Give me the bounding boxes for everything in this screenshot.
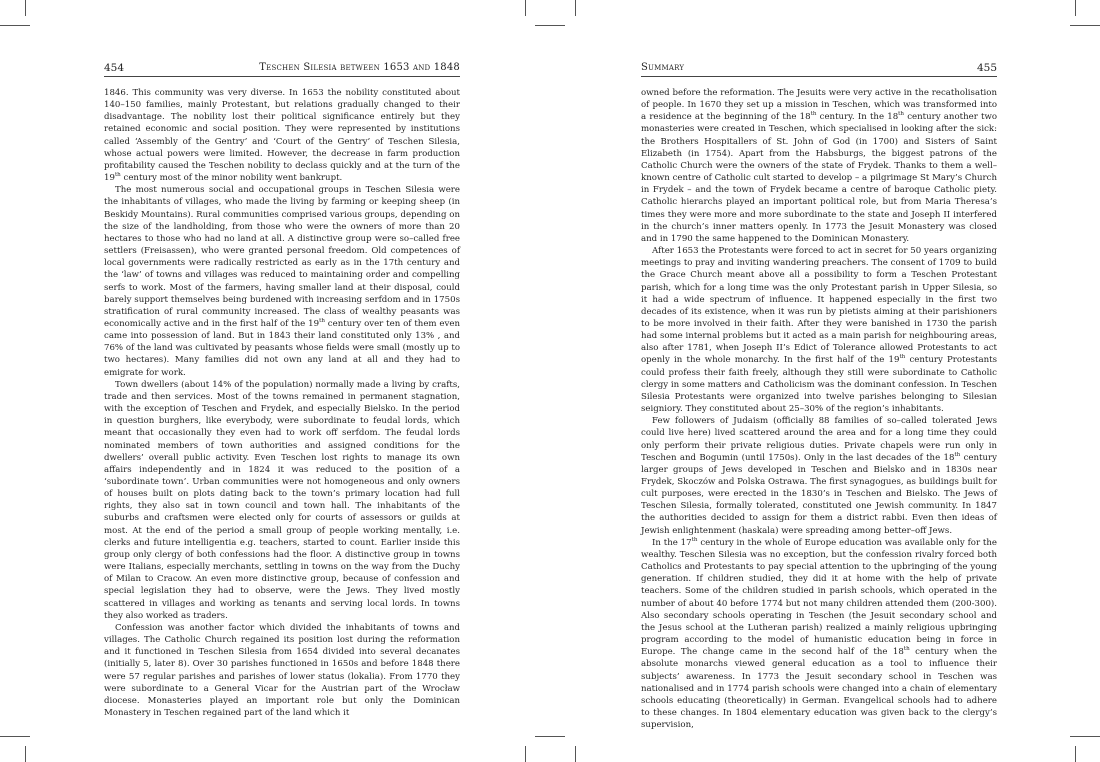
crop-mark — [575, 746, 576, 762]
text-run: 1846. This community was very diverse. In 1653 the nobility constituted about 140–150 families, mainly Protestant, but relations gradually changed to their disadvantage. The nobility lost their political significance entirely but they retained economic and social position. They were represented by institutions called ‘Assembly of the Gentry’ and ‘Court of the Gentry’ of Teschen Silesia, whose actual powers were limited. However, the decrease in farm production profitability caused the Teschen nobility to declass quickly and at the turn of the 19 — [104, 88, 460, 184]
text-run: century another two monasteries were created in Teschen, which specialised in looking after the sick: the Brothers Hospitallers of St. John of God (in 1700) and Sisters of Saint Elizabeth (in 1754). Apart from the Habsburgs, the biggest patrons of the Catholic Church were the owners of the state of Frydek. Thanks to them a well–known centre of Catholic cult started to develop – a pilgrimage St Mary’s Church in Frydek – and the town of Frydek became a centre of baroque Catholic piety. Catholic hierarchs played an important political role, but from Maria Theresa’s times they were more and more subordinate to the state and Joseph II interfered in the church’s inner matters openly. In 1773 the Jesuit Monastery was closed and in 1790 the same happened to the Dominican Monastery. — [641, 112, 998, 244]
ordinal-suffix: th — [810, 111, 817, 118]
crop-mark — [25, 746, 26, 762]
text-run: Few followers of Judaism (officially 88 families of so–called tolerated Jews could live here) lived scattered around the area and for a long time they could only perform their private religious duties. Private chapels were run only in Teschen and Bogumin (until 1750s). Only in the last decades of the 18 — [641, 416, 997, 463]
text-run: Confession was another factor which divided the inhabitants of towns and villages. The Catholic Church regained its position lost during the reformation and it functioned in Teschen Silesia from 1654 divided into several decanates (initially 5, later 8). Over 30 parishes functioned in 1650s and before 1848 there were 57 regular parishes and parishes of lower status (lokalia). From 1770 they were subordinate to a General Vicar for the Austrian part of the Wrocław diocese. Monasteries played an important role but only the Dominican Monastery in Teschen regained part of the land which it — [104, 622, 460, 718]
page-number: 454 — [104, 62, 125, 74]
text-run: Town dwellers (about 14% of the population) normally made a living by crafts, trade and then services. Most of the towns remained in permanent stagnation, with the exception of Teschen and Frydek, and especially Bielsko. In the period in question burghers, like everybody, were subordinate to feudal lords, which meant that occasionally they even had to work off serfdom. The feudal lords nominated members of town authorities and assigned conditions for the dwellers’ overall public activity. Even Teschen lost rights to manage its own affairs independently and in 1824 it was reduced to the position of a ‘subordinate town’. Urban communities were not homogeneous and only owners of houses built on plots dating back to the town’s primary location had full rights, they also sat in town council and town hall. The inhabitants of the suburbs and craftsmen were elected only for courts of assessors or guilds at most. At the end of the period a small group of people working mentally, i.e. clerks and future intelligentia e.g. teachers, started to count. Earlier inside this group only clergy of both confessions had the floor. A distinctive group in towns were Italians, especially merchants, settling in towns on the way from the Duchy of Milan to Cracow. An even more distinctive group, because of confession and special legislation they had to observe, were the Jews. They lived mostly scattered in villages and working as tenants and serving local lords. In towns they also worked as traders. — [104, 379, 460, 621]
text-run: The most numerous social and occupational groups in Teschen Silesia were the inhabitants of villages, who made the living by farming or keeping sheep (in Beskidy Mountains). Rural communities comprised various groups, depending on the size of the landholding, from those who were the owners of more than 20 hectares to those who had no land at all. A distinctive group were so–called free settlers (Freisassen), who were granted personal freedom. Old competences of local governments were radically restricted as early as in the 17th century and the ‘law’ of towns and villages was reduced to maintaining order and compelling serfs to work. Most of the farmers, having smaller land at their disposal, could barely support themselves being burdened with increasing serfdom and in 1750s stratification of rural community increased. The class of wealthy peasants was economically active and in the first half of the 19 — [104, 185, 460, 329]
crop-mark — [575, 0, 576, 16]
ordinal-suffix: th — [903, 646, 910, 653]
paragraph — [641, 87, 997, 245]
text-run: century when the absolute monarchs viewed general education as a tool to influence their subjects’ awareness. In 1773 the Jesuit secondary school in Teschen was nationalised and in 1774 parish schools were changed into a chain of elementary schools educating (theoretically) in German. Evangelical schools had to adhere to these changes. In 1804 elementary education was given back to the clergy’s supervision, — [641, 647, 997, 731]
left-page — [104, 60, 460, 719]
ordinal-suffix: th — [691, 536, 698, 543]
crop-mark — [1075, 0, 1076, 16]
running-head: Summary — [641, 62, 685, 73]
ordinal-suffix: th — [899, 354, 906, 361]
text-run: century. In the 18 — [816, 112, 899, 123]
text-run: century in the whole of Europe education was available only for the wealthy. Teschen Silesia was no exception, but the confession rivalry forced both Catholics and Protestants to pay special attention to the upbringing of the young generation. If children studied, they did it at home with the help of private teachers. Some of the children studied in parish schools, which operated in the number of about 40 before 1774 but not many children attended them (200-300). Also secondary schools operating in Teschen (the Jesuit secondary school and the Jesus school at the Lutheran parish) realized a mainly religious upbringing program according to the model of humanistic education being in force in Europe. The change came in the second half of the 18 — [641, 537, 998, 658]
crop-mark — [1070, 25, 1100, 26]
body-text — [104, 87, 460, 719]
body-text — [641, 87, 997, 731]
crop-mark — [525, 0, 526, 16]
text-run: After 1653 the Protestants were forced to act in secret for 50 years organizing meetings to pray and inviting wandering preachers. The consent of 1709 to build the Grace Church meant above all a possibility to form a Teschen Protestant parish, which for a long time was the only Protestant parish in Upper Silesia, so it had a wide spectrum of influence. It happened especially in the first two decades of its existence, when it was run by pietists aiming at their parishioners to be more involved in their faith. After they were banished in 1730 the parish had some internal problems but it acted as a main parish for neighbouring areas, also after 1781, when Joseph II’s Edict of Tolerance allowed Protestants to act openly in the whole monarchy. In the first half of the 19 — [641, 246, 997, 366]
paragraph — [641, 537, 997, 732]
paragraph — [104, 87, 460, 184]
paragraph — [104, 379, 460, 622]
crop-mark — [525, 746, 526, 762]
running-head: Teschen Silesia between 1653 and 1848 — [259, 62, 460, 73]
ordinal-suffix: th — [898, 111, 905, 118]
text-run: century Protestants could profess their faith freely, although they still were subordinate to Catholic clergy in some matters and Catholicism was the dominant confession. In Teschen Silesia Protestants were organized into twelve parishes belonging to Silesian seigniory. They constituted about 25–30% of the region’s inhabitants. — [641, 355, 997, 415]
crop-mark — [0, 736, 30, 737]
crop-mark — [1075, 746, 1076, 762]
paragraph — [641, 415, 997, 537]
page-header — [104, 60, 460, 77]
text-run: owned before the reformation. The Jesuits were very active in the recatholisation of people. In 1670 they set up a mission in Teschen, which was transformed into a residence at the beginning of the 18 — [641, 88, 997, 123]
text-run: century over ten of them even came into possession of land. But in 1843 their land constituted only 13% , and 76% of the land was cultivated by peasants whose fields were small (mostly up to two hectares). Many families did not own any land at all and they had to emigrate for work. — [104, 318, 460, 378]
text-run: In the 17 — [652, 537, 692, 548]
right-page — [641, 60, 997, 731]
crop-mark — [535, 25, 565, 26]
paragraph — [641, 245, 997, 415]
crop-mark — [1070, 736, 1100, 737]
crop-mark — [535, 736, 565, 737]
paragraph — [104, 184, 460, 379]
text-run: century larger groups of Jews developed in Teschen and Bielsko and in 1830s near Frydek, Skoczów and Polska Ostrawa. The first synagogues, as buildings built for cult purposes, were erected in the 1830’s in Teschen and Bielsko. The Jews of Teschen Silesia, formally tolerated, constituted one Jewish community. In 1847 the authorities decided to assign for them a district rabbi. Even then ideas of Jewish enlightenment (haskala) were spreading among better–off Jews. — [641, 452, 997, 536]
ordinal-suffix: th — [319, 318, 325, 325]
page-number: 455 — [976, 62, 997, 74]
ordinal-suffix: th — [114, 172, 121, 179]
ordinal-suffix: th — [954, 451, 961, 458]
paragraph — [104, 622, 460, 719]
page-header — [641, 60, 997, 77]
crop-mark — [0, 25, 30, 26]
crop-mark — [25, 0, 26, 16]
text-run: century most of the minor nobility went bankrupt. — [120, 173, 343, 184]
